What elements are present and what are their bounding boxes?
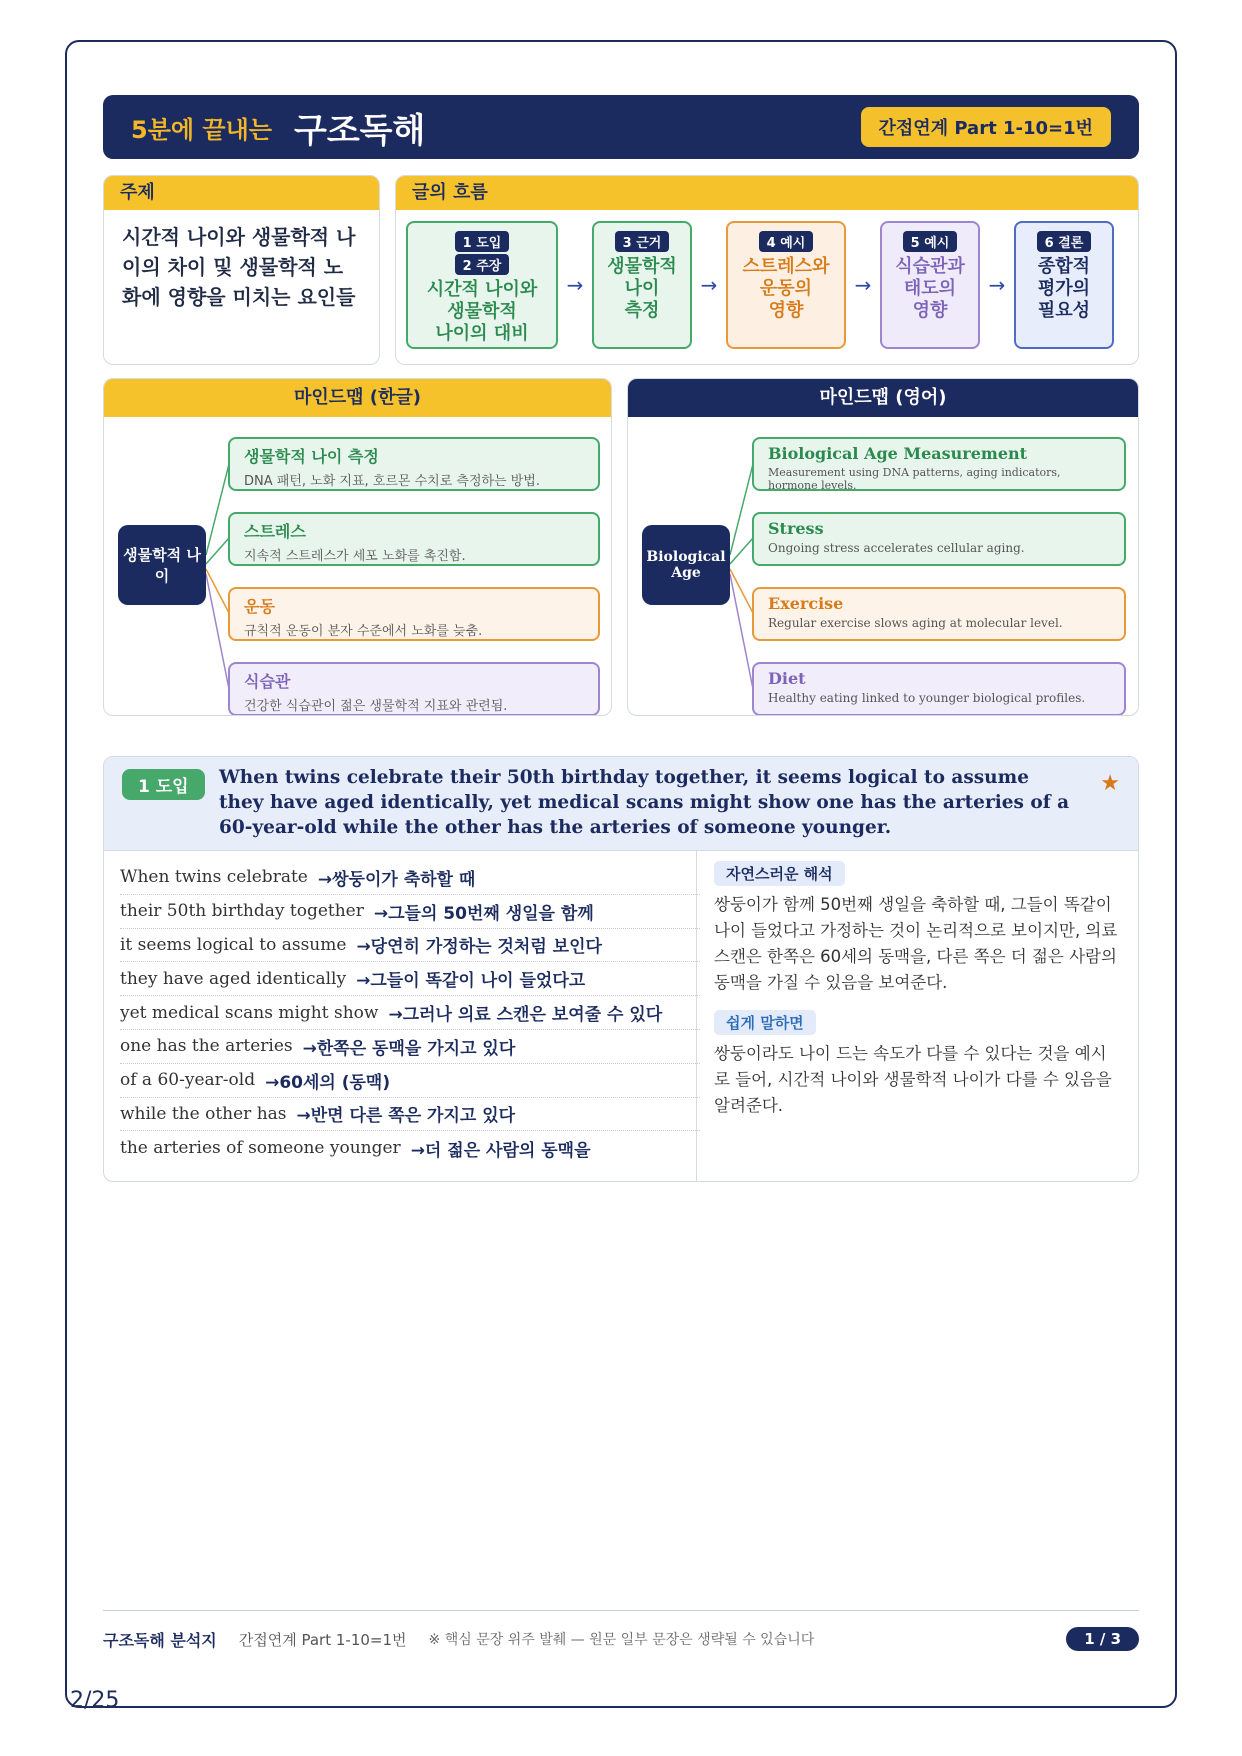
chunk-row: [120, 1131, 700, 1165]
footer-divider: [103, 1610, 1139, 1611]
mindmap-node-title: 생물학적 나이 측정: [244, 447, 379, 466]
interpretation-column: [714, 861, 1119, 1133]
chunk-row: [120, 962, 700, 996]
flow-line: 생물학적: [607, 256, 677, 277]
mindmap-en-panel: [627, 378, 1139, 716]
mindmap-node-title: 스트레스: [244, 522, 306, 541]
mindmap-en-node: [752, 437, 1126, 491]
flow-step-text: [1038, 256, 1090, 322]
sentence-header: [104, 757, 1138, 851]
flow-line: 식습관과: [895, 256, 965, 277]
flow-line: 측정: [624, 300, 660, 321]
chunk-row: [120, 861, 700, 895]
mindmap-node-desc: DNA 패턴, 노화 지표, 호르몬 수치로 측정하는 방법.: [244, 474, 540, 489]
chunk-en: they have aged identically: [120, 968, 347, 989]
flow-line: 스트레스와: [742, 256, 830, 277]
mindmap-ko-node: [228, 587, 600, 641]
mindmap-node-title: 식습관: [244, 672, 291, 691]
mindmap-ko-node: [228, 437, 600, 491]
topic-panel: [103, 175, 380, 365]
natural-translation-text: 쌍둥이가 함께 50번째 생일을 축하할 때, 그들이 똑같이 나이 들었다고 가정하는 것이 논리적으로 보이지만, 의료 스캔은 한쪽은 60세의 동맥을, 다른 쪽은 더 젊은 사람의 동맥을 가질 수 있음을 보여준다.: [714, 895, 1118, 992]
chunk-en: one has the arteries: [120, 1036, 293, 1057]
chunk-row: [120, 996, 700, 1030]
page-counter: 2/25: [70, 1688, 120, 1713]
flow-label: 글의 흐름: [396, 176, 1138, 210]
mindmap-node-title: Biological Age Measurement: [768, 444, 1028, 463]
chunk-en: their 50th birthday together: [120, 901, 364, 922]
natural-translation-label: 자연스러운 해석: [714, 861, 845, 886]
mindmap-ko-panel: [103, 378, 612, 716]
chunk-list: [120, 861, 700, 1165]
flow-line: 태도의: [903, 278, 957, 299]
chunk-row: [120, 1064, 700, 1098]
easy-explanation-label: 쉽게 말하면: [714, 1010, 816, 1035]
chunk-ko: →당연히 가정하는 것처럼 보인다: [356, 937, 602, 958]
footer-note: ※ 핵심 문장 위주 발췌 — 원문 일부 문장은 생략될 수 있습니다: [428, 1632, 815, 1648]
flow-tag: 4 예시: [759, 231, 814, 252]
chunk-ko: →한쪽은 동맥을 가지고 있다: [302, 1038, 516, 1059]
mindmap-ko-node: [228, 662, 600, 716]
column-divider: [696, 851, 697, 1181]
mindmap-en-center: Biological Age: [642, 525, 730, 605]
mindmap-node-desc: Regular exercise slows aging at molecular level.: [768, 616, 1063, 630]
chunk-ko: →더 젊은 사람의 동맥을: [410, 1140, 591, 1161]
chunk-en: the arteries of someone younger: [120, 1138, 401, 1159]
topic-label: 주제: [104, 176, 379, 210]
footer-part: 간접연계 Part 1-10=1번: [238, 1630, 407, 1649]
mindmap-ko-label: 마인드맵 (한글): [104, 379, 611, 417]
mindmap-node-title: 운동: [244, 597, 275, 616]
flow-panel: [395, 175, 1139, 365]
mindmap-node-desc: 지속적 스트레스가 세포 노화를 촉진함.: [244, 549, 466, 564]
chunk-en: of a 60-year-old: [120, 1070, 256, 1091]
brand-title: 구조독해: [293, 110, 426, 151]
flow-line: 나이의 대비: [435, 323, 529, 344]
flow-line: 평가의: [1037, 278, 1091, 299]
arrow-right-icon: →: [854, 273, 872, 297]
mindmap-node-desc: Healthy eating linked to younger biological profiles.: [768, 691, 1086, 705]
mindmap-node-desc: 규칙적 운동이 분자 수준에서 노화를 늦춤.: [244, 624, 483, 639]
flow-step-text: [895, 256, 965, 322]
easy-explanation-text: 쌍둥이라도 나이 드는 속도가 다를 수 있다는 것을 예시로 들어, 시간적 나이와 생물학적 나이가 다를 수 있음을 알려준다.: [714, 1044, 1112, 1115]
arrow-right-icon: →: [988, 273, 1006, 297]
flow-step-5: [1014, 221, 1114, 349]
chunk-ko: →그들의 50번째 생일을 함께: [373, 903, 594, 924]
flow-tag: 1 도입: [455, 231, 510, 252]
flow-tag: 5 예시: [903, 231, 958, 252]
header-bar: [103, 95, 1139, 159]
flow-step-3: [726, 221, 846, 349]
footer: [103, 1624, 1139, 1654]
mindmap-en-node: [752, 512, 1126, 566]
mindmap-node-title: Diet: [768, 669, 806, 688]
flow-steps: [406, 220, 1128, 350]
chunk-ko: →그들이 똑같이 나이 들었다고: [356, 971, 586, 992]
chunk-ko: →반면 다른 쪽은 가지고 있다: [296, 1106, 516, 1127]
flow-tag: 2 주장: [455, 254, 510, 275]
mindmap-node-desc: 건강한 식습관이 젊은 생물학적 지표와 관련됨.: [244, 699, 508, 714]
sentence-panel: [103, 756, 1139, 1182]
flow-line: 종합적: [1037, 256, 1091, 277]
flow-line: 영향: [912, 300, 948, 321]
chunk-en: When twins celebrate: [120, 867, 308, 888]
chunk-en: yet medical scans might show: [120, 1002, 379, 1023]
mindmap-ko-node: [228, 512, 600, 566]
part-badge: 간접연계 Part 1-10=1번: [861, 107, 1111, 147]
footer-page-badge: 1 / 3: [1066, 1627, 1139, 1651]
chunk-ko: →그러나 의료 스캔은 보여줄 수 있다: [388, 1005, 663, 1026]
mindmap-en-label: 마인드맵 (영어): [628, 379, 1138, 417]
flow-line: 영향: [768, 300, 804, 321]
chunk-ko: →쌍둥이가 축하할 때: [317, 869, 476, 890]
brand-subtitle: 5분에 끝내는: [131, 115, 272, 144]
flow-step-2: [592, 221, 692, 349]
flow-tag: 6 결론: [1037, 231, 1092, 252]
sentence-badge: 1 도입: [122, 769, 205, 800]
arrow-right-icon: →: [700, 273, 718, 297]
mindmap-ko-center: 생물학적 나이: [118, 525, 206, 605]
chunk-row: [120, 929, 700, 963]
mindmap-node-desc: Ongoing stress accelerates cellular aging.: [768, 541, 1025, 555]
chunk-ko: →60세의 (동맥): [265, 1072, 391, 1093]
topic-text: 시간적 나이와 생물학적 나이의 차이 및 생물학적 노화에 영향을 미치는 요인들: [122, 225, 356, 309]
flow-line: 운동의: [759, 278, 813, 299]
mindmap-node-title: Stress: [768, 519, 824, 538]
chunk-row: [120, 1098, 700, 1132]
flow-line: 필요성: [1037, 300, 1091, 321]
flow-tag: 3 근거: [615, 231, 670, 252]
flow-step-text: [743, 256, 830, 322]
mindmap-en-node: [752, 587, 1126, 641]
mindmap-en-node: [752, 662, 1126, 716]
flow-line: 시간적 나이와: [426, 279, 538, 300]
chunk-row: [120, 895, 700, 929]
footer-title: 구조독해 분석지: [103, 1630, 217, 1650]
mindmap-node-title: Exercise: [768, 594, 844, 613]
flow-line: 생물학적: [447, 301, 517, 322]
flow-step-4: [880, 221, 980, 349]
chunk-row: [120, 1030, 700, 1064]
flow-step-1: [406, 221, 558, 349]
star-icon: ★: [1100, 771, 1120, 796]
sentence-text: When twins celebrate their 50th birthday together, it seems logical to assume they have aged identically, yet medical scans might show one has the arteries of a 60-year-old while the other has the arteries of someone younger.: [219, 767, 1070, 838]
flow-line: 나이: [624, 278, 660, 299]
flow-step-text: [427, 279, 538, 345]
mindmap-node-desc: Measurement using DNA patterns, aging indicators, hormone levels.: [768, 466, 1061, 492]
chunk-en: while the other has: [120, 1103, 287, 1124]
chunk-en: it seems logical to assume: [120, 934, 347, 955]
arrow-right-icon: →: [566, 273, 584, 297]
flow-step-text: [607, 256, 677, 322]
